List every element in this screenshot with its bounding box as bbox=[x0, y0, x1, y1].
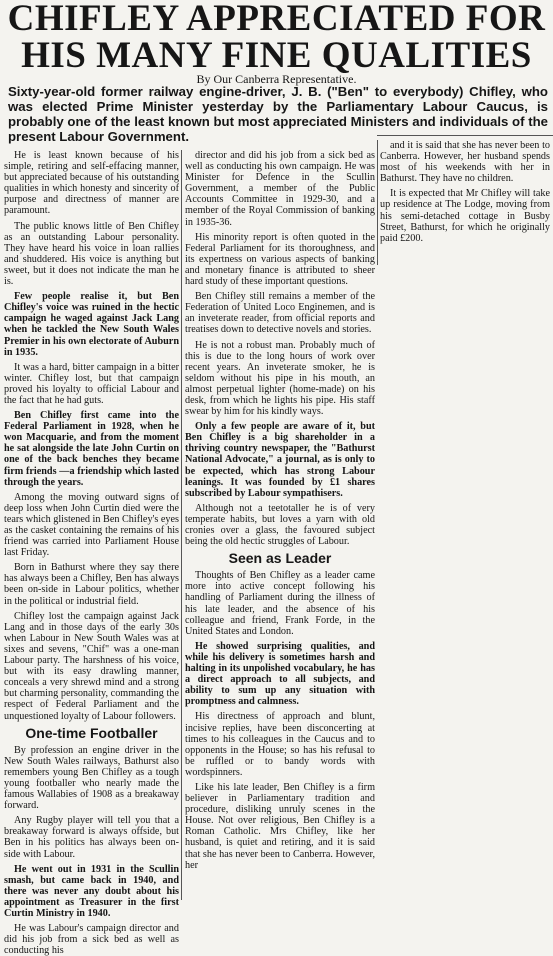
article-paragraph: The public knows little of Ben Chifley as an outstanding Labour personality. They have heard his voice in loan rallies and shuddered. His voice is anything but sweet, but it does not indicate the man he is. bbox=[4, 220, 179, 288]
column-rule bbox=[181, 150, 182, 900]
article-paragraph: His directness of approach and blunt, incisive replies, have been disconcerting at times to his colleagues in the Caucus and to opponents in the House; so has his refusal to be ruffled or to bandy words with wordspinners. bbox=[185, 711, 375, 778]
article-paragraph: Chifley lost the campaign against Jack Lang and in those days of the early 30s when Labour in New South Wales was at sixes and sevens, "Chif" was a one-man Labour party. The harshness of his voice, but with its easy drawling manner, conceals a very shrewd mind and a strong but charming personality, commanding the respect of Federal Parliament and the unquestioned loyalty of Labour followers. bbox=[4, 610, 179, 722]
article-paragraph: He went out in 1931 in the Scullin smash, but came back in 1940, and there was never any doubt about his appointment as Treasurer in the first Curtin Ministry in 1940. bbox=[4, 863, 179, 919]
article-paragraph: director and did his job from a sick bed as well as conducting his own campaign. He was Minister for Defence in the Scullin Government, a member of the Public Accounts Committee in 1929-30, and a member of the Royal Commission of banking in 1935-36. bbox=[185, 150, 375, 228]
article-paragraph: Like his late leader, Ben Chifley is a firm believer in Parliamentary tradition and procedure, disliking unruly scenes in the House. Not over religious, Ben Chifley is a Roman Catholic. Mrs Chifley, like her husband, is quiet and retiring, and it is said that she has never been to Canberra. However, her bbox=[185, 781, 375, 871]
subheading: One-time Footballer bbox=[25, 724, 158, 741]
article-paragraph: Any Rugby player will tell you that a breakaway forward is always offside, but Ben in his politics has always been on-side with Labour. bbox=[4, 815, 179, 860]
article-paragraph: Few people realise it, but Ben Chifley's voice was ruined in the hectic campaign he waged against Jack Lang when he tackled the New South Wales Premier in his own electorate of Auburn in 1935. bbox=[4, 291, 179, 358]
article-paragraph: Only a few people are aware of it, but Ben Chifley is a big shareholder in a thriving country newspaper, the "Bathurst National Advocate," a journal, as is only to be expected, which has strong Labour leanings. It was founded by £1 shares subscribed by Labour sympathisers. bbox=[185, 421, 375, 499]
article-paragraph: Ben Chifley first came into the Federal Parliament in 1928, when he won Macquarie, and from the moment he sat alongside the late John Curtin on one of the back benches they became firm friends —a friendship which lasted through the years. bbox=[4, 410, 179, 488]
article-paragraph: Thoughts of Ben Chifley as a leader came more into active concept following his handling of Parliament during the illness of his late leader, and the absence of his colleague and friend, Frank Forde, in the United States and London. bbox=[185, 570, 375, 637]
column-rule bbox=[377, 135, 553, 136]
article-paragraph: He was Labour's campaign director and did his job from a sick bed as well as conducting his bbox=[4, 923, 179, 956]
article-paragraph: and it is said that she has never been to Canberra. However, her husband spends most of his weekends with her in Bathurst. They have no children. bbox=[380, 140, 550, 185]
article-paragraph: His minority report is often quoted in the Federal Parliament for its thoroughness, and its expertness on various aspects of banking and monetary finance is attributed to sheer hard study of these important questions. bbox=[185, 231, 375, 288]
subheading: Seen as Leader bbox=[228, 550, 332, 567]
article-paragraph: Among the moving outward signs of deep loss when John Curtin died were the tears which glistened in Ben Chifley's eyes as the casket containing the remains of his friend was carried into Parliament House last Friday. bbox=[4, 491, 179, 559]
article-paragraph: Although not a teetotaller he is of very temperate habits, but loves a yarn with old cronies over a glass, the favoured subject being the old hectic struggles of Labour. bbox=[185, 502, 375, 548]
column-1 bbox=[4, 150, 179, 956]
byline: By Our Canberra Representative. bbox=[196, 72, 357, 86]
headline: CHIFLEY APPRECIATED FOR HIS MANY FINE QUALITIES bbox=[7, 0, 546, 76]
article-paragraph: Ben Chifley still remains a member of the Federation of United Loco Enginemen, and is an inveterate reader, from official reports and treatises down to detective novels and stories. bbox=[185, 291, 375, 336]
article-paragraph: He is least known because of his simple, retiring and self-effacing manner, but appreciated because of his outstanding qualities in which honesty and sincerity of purpose and directness of manner are paramount. bbox=[4, 150, 179, 217]
article-paragraph: By profession an engine driver in the New South Wales railways, Bathurst also remembers young Ben Chifley as a tough young footballer who nearly made the famous Wallabies of 1908 as a breakaway forward. bbox=[4, 744, 179, 812]
article-paragraph: He is not a robust man. Probably much of this is due to the long hours of work over recent years. An inveterate smoker, he is seldom without his pipe in his mouth, an almost perpetual lighter (home-made) on his desk, from which he lights his pipe. His staff swear by him for his kindly ways. bbox=[185, 339, 375, 418]
column-2 bbox=[185, 150, 375, 900]
article-paragraph: Born in Bathurst where they say there has always been a Chifley, Ben has always been on-side in Labour politics, whether in the political or industrial field. bbox=[4, 562, 179, 607]
column-rule bbox=[377, 140, 378, 265]
column-3 bbox=[380, 140, 550, 260]
article-paragraph: It is expected that Mr Chifley will take up residence at The Lodge, moving from his semi-detached cottage in Busby Street, Bathurst, for which he originally paid £200. bbox=[380, 188, 550, 244]
article-paragraph: He showed surprising qualities, and while his delivery is sometimes harsh and halting in its unpolished vocabulary, he has a direct approach to all subjects, and ability to sum up any situation with promptness and calmness. bbox=[185, 640, 375, 708]
intro-paragraph: Sixty-year-old former railway engine-driver, J. B. ("Ben" to everybody) Chifley, who was elected Prime Minister yesterday by the Parliamentary Labour Caucus, is probably one of the least known but most appreciated Ministers and individuals of the present Labour Government. bbox=[8, 84, 548, 144]
article-paragraph: It was a hard, bitter campaign in a bitter winter. Chifley lost, but that campaign proved his loyalty to official Labour and the fact that he had guts. bbox=[4, 361, 179, 406]
